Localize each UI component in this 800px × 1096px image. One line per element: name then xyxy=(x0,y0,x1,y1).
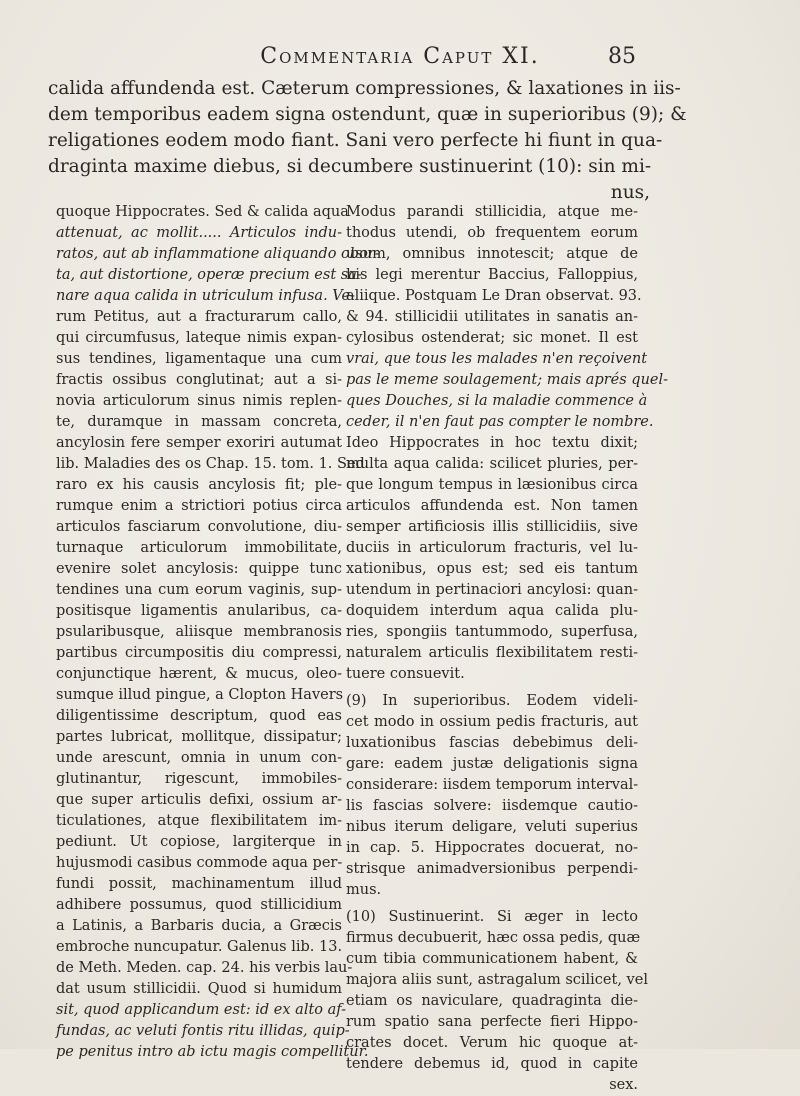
column-line: firmus decubuerit, hæc ossa pedis, quæ xyxy=(346,930,641,946)
column-line: ques Douches, si la maladie commence à xyxy=(346,393,648,409)
column-line: positisque ligamentis anularibus, ca- xyxy=(56,603,342,619)
page-number: 85 xyxy=(608,44,636,69)
column-line: embroche nuncupatur. Galenus lib. 13. xyxy=(56,939,343,955)
column-line: rum spatio sana perfecte fieri Hippo- xyxy=(346,1014,638,1030)
column-line: sex. xyxy=(609,1077,638,1093)
column-line: gare: eadem justæ deligationis signa xyxy=(346,756,638,772)
column-line: pediunt. Ut copiose, largiterque in xyxy=(56,834,342,850)
column-line: pas le meme soulagement; mais aprés quel- xyxy=(346,372,669,388)
column-line: his legi merentur Baccius, Falloppius, xyxy=(346,267,638,283)
column-line: conjunctique hærent, & mucus, oleo- xyxy=(56,666,342,682)
column-line: raro ex his causis ancylosis fit; ple- xyxy=(56,477,342,493)
column-line: te, duramque in massam concreta, xyxy=(56,414,342,430)
intro-line: religationes eodem modo fiant. Sani vero perfecte hi fiunt in qua- xyxy=(48,130,663,151)
column-line: considerare: iisdem temporum interval- xyxy=(346,777,639,793)
column-line: ancylosin fere semper exoriri autumat xyxy=(56,435,342,451)
column-line: partes lubricat, mollitque, dissipatur; xyxy=(56,729,342,745)
column-line: que longum tempus in læsionibus circa xyxy=(346,477,638,493)
column-line: utendum in pertinaciori ancylosi: quan- xyxy=(346,582,638,598)
column-line: thodus utendi, ob frequentem eorum xyxy=(346,225,638,241)
column-line: nare aqua calida in utriculum infusa. Ve- xyxy=(56,288,355,304)
column-line: (9) In superioribus. Eodem videli- xyxy=(346,693,638,709)
column-line: sit, quod applicandum est: id ex alto af- xyxy=(56,1002,347,1018)
column-line: sus tendines, ligamentaque una cum xyxy=(56,351,342,367)
column-line: glutinantur, rigescunt, immobiles- xyxy=(56,771,342,787)
column-line: unde arescunt, omnia in unum con- xyxy=(56,750,342,766)
column-line: dat usum stillicidii. Quod si humidum xyxy=(56,981,342,997)
column-line: duciis in articulorum fracturis, vel lu- xyxy=(346,540,638,556)
column-line: tendines una cum eorum vaginis, sup- xyxy=(56,582,342,598)
column-line: multa aqua calida: scilicet pluries, per- xyxy=(346,456,638,472)
column-line: vrai, que tous les malades n'en reçoivent xyxy=(346,351,648,367)
column-line: hujusmodi casibus commode aqua per- xyxy=(56,855,343,871)
column-line: naturalem articulis flexibilitatem resti- xyxy=(346,645,638,661)
intro-line: draginta maxime diebus, si decumbere sustinuerint (10): sin mi- xyxy=(48,156,652,177)
column-line: doquidem interdum aqua calida plu- xyxy=(346,603,638,619)
column-line: usum, omnibus innotescit; atque de xyxy=(346,246,638,262)
column-line: ratos, aut ab inflammatione aliquando obor- xyxy=(56,246,380,262)
column-line: Modus parandi stillicidia, atque me- xyxy=(346,204,638,220)
column-line: nibus iterum deligare, veluti superius xyxy=(346,819,638,835)
column-line: Ideo Hippocrates in hoc textu dixit; xyxy=(346,435,638,451)
column-line: adhibere possumus, quod stillicidium xyxy=(56,897,342,913)
column-line: a Latinis, a Barbaris ducia, a Græcis xyxy=(56,918,342,934)
column-line: diligentissime descriptum, quod eas xyxy=(56,708,342,724)
column-line: articulos fasciarum convolutione, diu- xyxy=(56,519,342,535)
column-line: fundas, ac veluti fontis ritu illidas, quip- xyxy=(56,1023,350,1039)
column-line: qui circumfusus, lateque nimis expan- xyxy=(56,330,342,346)
column-line: quoque Hippocrates. Sed & calida aqua xyxy=(56,204,349,220)
column-line: strisque animadversionibus perpendi- xyxy=(346,861,638,877)
column-line: fundi possit, machinamentum illud xyxy=(56,876,342,892)
column-line: ries, spongiis tantummodo, superfusa, xyxy=(346,624,638,640)
column-line: tendere debemus id, quod in capite xyxy=(346,1056,638,1072)
column-line: lib. Maladies des os Chap. 15. tom. 1. Sed xyxy=(56,456,365,472)
column-line: evenire solet ancylosis: quippe tunc xyxy=(56,561,342,577)
column-line: in cap. 5. Hippocrates docuerat, no- xyxy=(346,840,638,856)
column-line: rumque enim a strictiori potius circa xyxy=(56,498,342,514)
column-line: luxationibus fascias debebimus deli- xyxy=(346,735,638,751)
column-line: semper artificiosis illis stillicidiis, sive xyxy=(346,519,638,535)
column-line: psularibusque, aliisque membranosis xyxy=(56,624,342,640)
intro-line: nus, xyxy=(610,182,650,203)
column-line: que super articulis defixi, ossium ar- xyxy=(56,792,342,808)
right-column xyxy=(346,202,669,1096)
column-line: (10) Sustinuerint. Si æger in lecto xyxy=(346,909,638,925)
column-line: crates docet. Verum hic quoque at- xyxy=(346,1035,638,1051)
intro-line: dem temporibus eadem signa ostendunt, quæ in superioribus (9); & xyxy=(48,104,687,125)
column-line: rum Petitus, aut a fracturarum callo, xyxy=(56,309,342,325)
column-line: fractis ossibus conglutinat; aut a si- xyxy=(56,372,342,388)
column-line: cum tibia communicationem habent, & xyxy=(346,951,638,967)
column-line: novia articulorum sinus nimis replen- xyxy=(56,393,342,409)
column-line: & 94. stillicidii utilitates in sanatis an- xyxy=(346,309,638,325)
column-line: ta, aut distortione, operæ precium est sa- xyxy=(56,267,362,283)
column-line: tuere consuevit. xyxy=(346,666,465,682)
column-line: ticulationes, atque flexibilitatem im- xyxy=(56,813,342,829)
column-line: cet modo in ossium pedis fracturis, aut xyxy=(346,714,638,730)
column-line: mus. xyxy=(346,882,382,898)
column-line: xationibus, opus est; sed eis tantum xyxy=(346,561,638,577)
column-line: ceder, il n'en faut pas compter le nombre. xyxy=(346,414,654,430)
column-line: cylosibus ostenderat; sic monet. Il est xyxy=(346,330,638,346)
column-line: etiam os naviculare, quadraginta die- xyxy=(346,993,638,1009)
intro-paragraph xyxy=(48,76,687,206)
column-line: pe penitus intro ab ictu magis compellitur. xyxy=(56,1044,369,1060)
column-line: articulos affundenda est. Non tamen xyxy=(346,498,638,514)
left-column xyxy=(56,202,380,1063)
column-line: turnaque articulorum immobilitate, xyxy=(56,540,342,556)
running-head: Commentaria Caput XI. xyxy=(260,44,540,69)
column-line: de Meth. Meden. cap. 24. his verbis lau- xyxy=(56,960,353,976)
column-line: partibus circumpositis diu compressi, xyxy=(56,645,342,661)
column-line: majora aliis sunt, astragalum scilicet, vel xyxy=(346,972,648,988)
column-line: attenuat, ac mollit..... Articulos indu- xyxy=(56,225,342,241)
intro-line: calida affundenda est. Cæterum compressiones, & laxationes in iis- xyxy=(48,78,681,99)
column-line: aliique. Postquam Le Dran observat. 93. xyxy=(346,288,642,304)
column-line: lis fascias solvere: iisdemque cautio- xyxy=(346,798,638,814)
column-line: sumque illud pingue, a Clopton Havers xyxy=(56,687,344,703)
